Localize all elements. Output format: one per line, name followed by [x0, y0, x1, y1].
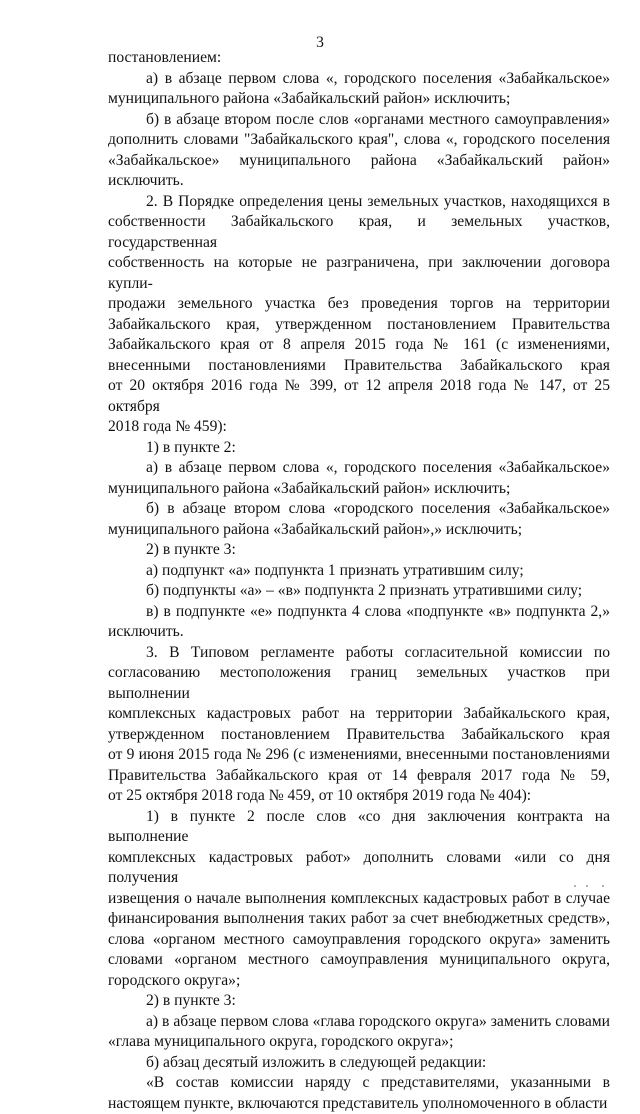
text-line: согласованию местоположения границ земельных участков при выполнении [108, 663, 610, 704]
page-number: 3 [0, 34, 640, 52]
paragraph [108, 1053, 610, 1074]
text-line: 2) в пункте 3: [108, 991, 610, 1012]
text-line: 2018 года № 459): [108, 417, 610, 438]
text-line: а) в абзаце первом слова «глава городского округа» заменить словами [108, 1012, 610, 1033]
paragraph [108, 69, 610, 110]
paragraph [108, 438, 610, 459]
text-line: б) в абзаце втором после слов «органами местного самоуправления» [108, 110, 610, 131]
paragraph [108, 499, 610, 540]
text-line: «Забайкальское» муниципального района «Забайкальский район» исключить. [108, 151, 610, 192]
text-line: Забайкальского края от 8 апреля 2015 года № 161 (с изменениями, [108, 335, 610, 356]
text-line: 1) в пункте 2 после слов «со дня заключения контракта на выполнение [108, 807, 610, 848]
text-line: продажи земельного участка без проведения торгов на территории [108, 294, 610, 315]
text-line: а) в абзаце первом слова «, городского поселения «Забайкальское» [108, 69, 610, 90]
text-line: Правительства Забайкальского края от 14 февраля 2017 года № 59, [108, 766, 610, 787]
paragraph [108, 192, 610, 438]
text-line: комплексных кадастровых работ» дополнить словами «или со дня получения [108, 848, 610, 889]
text-line: настоящем пункте, включаются представитель уполномоченного в области [108, 1094, 610, 1114]
paragraph [108, 602, 610, 643]
paragraph [108, 48, 610, 69]
text-line: комплексных кадастровых работ на территории Забайкальского края, [108, 704, 610, 725]
text-line: утвержденном постановлением Правительства Забайкальского края [108, 725, 610, 746]
paragraph [108, 643, 610, 807]
text-line: муниципального района «Забайкальский район»,» исключить; [108, 520, 610, 541]
text-line: от 20 октября 2016 года № 399, от 12 апреля 2018 года № 147, от 25 октября [108, 376, 610, 417]
text-line: а) в абзаце первом слова «, городского поселения «Забайкальское» [108, 458, 610, 479]
text-line: 1) в пункте 2: [108, 438, 610, 459]
paragraph [108, 110, 610, 192]
paragraph [108, 540, 610, 561]
text-line: собственность на которые не разграничена, при заключении договора купли- [108, 253, 610, 294]
text-line: Забайкальского края, утвержденном постановлением Правительства [108, 315, 610, 336]
text-line: муниципального района «Забайкальский район» исключить; [108, 89, 610, 110]
text-line: собственности Забайкальского края, и земельных участков, государственная [108, 212, 610, 253]
text-line: 2. В Порядке определения цены земельных участков, находящихся в [108, 192, 610, 213]
paragraph [108, 807, 610, 992]
text-line: извещения о начале выполнения комплексных кадастровых работ в случае [108, 889, 610, 910]
text-line: 2) в пункте 3: [108, 540, 610, 561]
text-line: дополнить словами "Забайкальского края", слова «, городского поселения [108, 130, 610, 151]
paragraph [108, 561, 610, 582]
document-body [108, 48, 610, 1114]
text-line: «глава муниципального округа, городского округа»; [108, 1032, 610, 1053]
text-line: б) подпункты «а» – «в» подпункта 2 признать утратившими силу; [108, 581, 610, 602]
text-line: постановлением: [108, 48, 610, 69]
paragraph [108, 991, 610, 1012]
text-line: «В состав комиссии наряду с представителями, указанными в [108, 1073, 610, 1094]
text-line: б) абзац десятый изложить в следующей редакции: [108, 1053, 610, 1074]
paragraph [108, 581, 610, 602]
text-line: внесенными постановлениями Правительства Забайкальского края [108, 356, 610, 377]
paragraph [108, 1012, 610, 1053]
paragraph [108, 458, 610, 499]
text-line: слова «органом местного самоуправления городского округа» заменить [108, 930, 610, 951]
text-line: от 25 октября 2018 года № 459, от 10 октября 2019 года № 404): [108, 786, 610, 807]
text-line: 3. В Типовом регламенте работы согласительной комиссии по [108, 643, 610, 664]
text-line: финансирования выполнения таких работ за счет внебюджетных средств», [108, 909, 610, 930]
text-line: городского округа»; [108, 971, 610, 992]
text-line: словами «органом местного самоуправления муниципального округа, [108, 950, 610, 971]
text-line: а) подпункт «а» подпункта 1 признать утратившим силу; [108, 561, 610, 582]
scan-speck-marks [574, 885, 618, 889]
text-line: исключить. [108, 622, 610, 643]
text-line: от 9 июня 2015 года № 296 (с изменениями, внесенными постановлениями [108, 745, 610, 766]
text-line: в) в подпункте «е» подпункта 4 слова «подпункте «в» подпункта 2,» [108, 602, 610, 623]
text-line: б) в абзаце втором слова «городского поселения «Забайкальское» [108, 499, 610, 520]
text-line: муниципального района «Забайкальский район» исключить; [108, 479, 610, 500]
paragraph [108, 1073, 610, 1114]
